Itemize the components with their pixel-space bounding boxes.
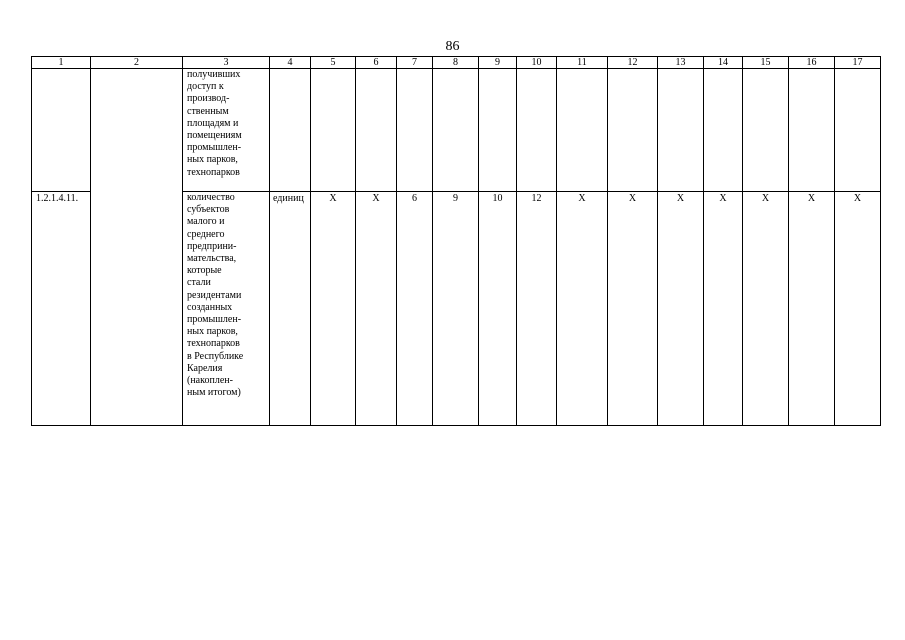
value-cell: Х xyxy=(608,192,658,426)
value-cell: Х xyxy=(789,192,835,426)
column-number-cell: 12 xyxy=(608,57,658,69)
unit-cell: единиц xyxy=(270,192,311,426)
value-cell: 12 xyxy=(517,192,557,426)
column-number-cell: 11 xyxy=(557,57,608,69)
column-number-cell: 4 xyxy=(270,57,311,69)
column-number-cell: 2 xyxy=(91,57,183,69)
column-number-cell: 10 xyxy=(517,57,557,69)
table-row xyxy=(32,69,881,192)
value-cell xyxy=(517,69,557,192)
value-cell: 9 xyxy=(433,192,479,426)
value-cell xyxy=(658,69,704,192)
value-cell xyxy=(433,69,479,192)
column-number-cell: 15 xyxy=(743,57,789,69)
column-number-cell: 14 xyxy=(704,57,743,69)
value-cell: Х xyxy=(311,192,356,426)
column-number-row xyxy=(32,57,881,69)
value-cell: Х xyxy=(658,192,704,426)
column-number-cell: 9 xyxy=(479,57,517,69)
page-number: 86 xyxy=(445,39,460,54)
value-cell: Х xyxy=(835,192,881,426)
value-cell xyxy=(789,69,835,192)
value-cell xyxy=(397,69,433,192)
value-cell xyxy=(311,69,356,192)
value-cell: 6 xyxy=(397,192,433,426)
column-number-cell: 13 xyxy=(658,57,704,69)
column-number-cell: 8 xyxy=(433,57,479,69)
value-cell: 10 xyxy=(479,192,517,426)
value-cell xyxy=(557,69,608,192)
unit-cell xyxy=(270,69,311,192)
column-number-cell: 1 xyxy=(32,57,91,69)
value-cell: Х xyxy=(356,192,397,426)
row-number-cell: 1.2.1.4.11. xyxy=(32,192,91,426)
value-cell xyxy=(608,69,658,192)
indicator-name-cell: количество субъектов малого и среднего предприни- мательства, которые стали резидентами созданных промышлен- ных парков, технопарков в Республике Карелия (накоплен- ным итогом) xyxy=(183,192,270,426)
value-cell xyxy=(479,69,517,192)
value-cell: Х xyxy=(743,192,789,426)
value-cell xyxy=(743,69,789,192)
row-number-cell xyxy=(32,69,91,192)
indicator-name-cell: получивших доступ к производ- ственным площадям и помещениям промышлен- ных парков, технопарков xyxy=(183,69,270,192)
column-number-cell: 3 xyxy=(183,57,270,69)
column-number-cell: 7 xyxy=(397,57,433,69)
column-number-cell: 16 xyxy=(789,57,835,69)
value-cell xyxy=(356,69,397,192)
program-element-cell xyxy=(91,69,183,426)
column-number-cell: 6 xyxy=(356,57,397,69)
column-number-cell: 5 xyxy=(311,57,356,69)
value-cell xyxy=(835,69,881,192)
value-cell xyxy=(704,69,743,192)
value-cell: Х xyxy=(557,192,608,426)
indicators-table xyxy=(31,56,881,426)
value-cell: Х xyxy=(704,192,743,426)
column-number-cell: 17 xyxy=(835,57,881,69)
